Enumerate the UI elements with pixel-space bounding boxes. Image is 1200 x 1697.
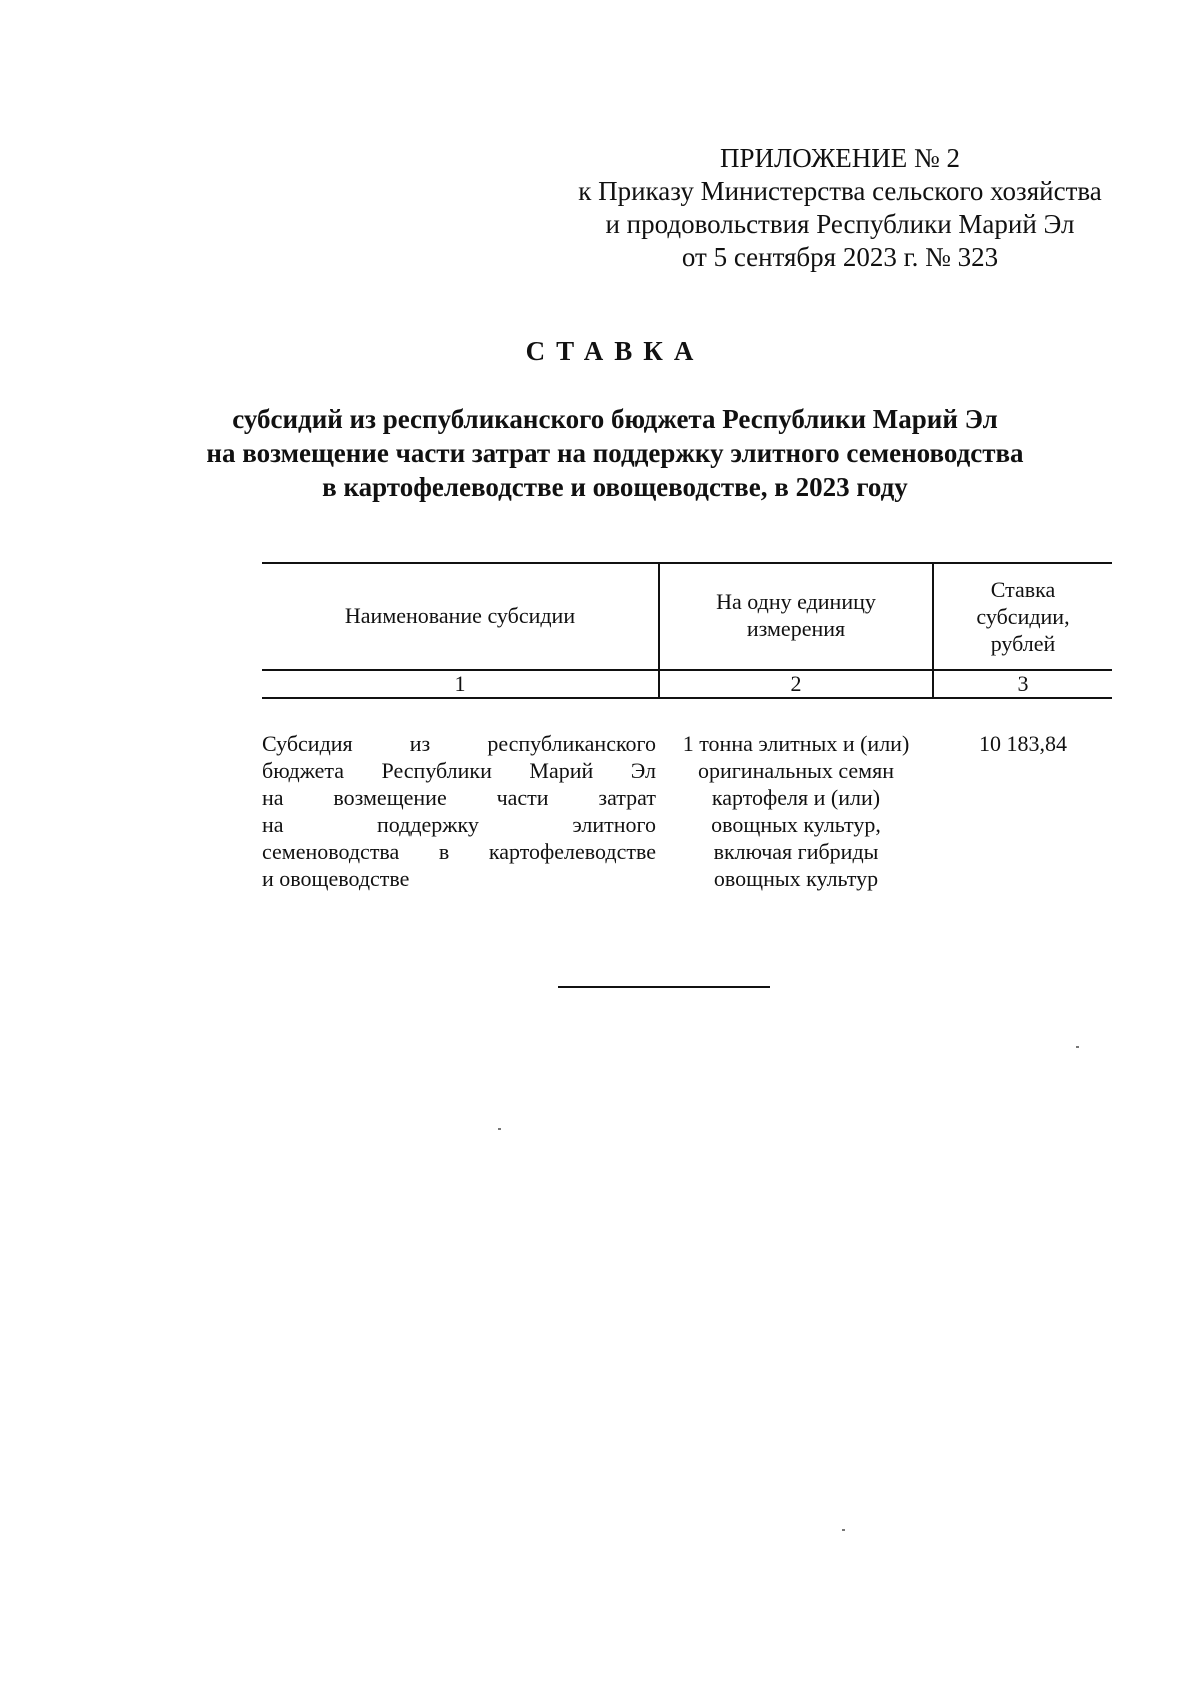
column-number: 2	[790, 671, 802, 696]
header-rate-line: рублей	[990, 631, 1056, 656]
subtitle-line: в картофелеводстве и овощеводстве, в 2023 году	[322, 472, 908, 502]
document-title: СТАВКА	[525, 336, 705, 366]
subsidy-name-line: на возмещение части затрат	[262, 785, 656, 810]
subsidy-name-line: семеноводства в картофелеводстве	[262, 839, 656, 864]
header-rate-line: субсидии,	[976, 604, 1070, 629]
header-unit-line: На одну единицу	[716, 589, 876, 614]
document-subtitle	[0, 402, 1200, 504]
subtitle-line: субсидий из республиканского бюджета Республики Марий Эл	[232, 404, 998, 434]
unit-line: овощных культур,	[711, 812, 881, 837]
header-unit-line: измерения	[746, 616, 846, 641]
header-rate	[934, 576, 1112, 657]
unit-cell	[660, 730, 932, 892]
unit-line: оригинальных семян	[698, 758, 894, 783]
appendix-number: ПРИЛОЖЕНИЕ № 2	[719, 143, 961, 173]
column-number: 1	[454, 671, 466, 696]
subsidy-name-line: на поддержку элитного	[262, 812, 656, 837]
appendix-reference-line: и продовольствия Республики Марий Эл	[605, 209, 1075, 239]
table-top-border	[262, 562, 1112, 564]
header-rate-line: Ставка	[990, 577, 1056, 602]
appendix-date: от 5 сентября 2023 г. № 323	[681, 242, 999, 272]
header-subsidy-name: Наименование субсидии	[344, 603, 576, 628]
rate-cell: 10 183,84	[979, 731, 1067, 756]
table-number-row-border	[262, 697, 1112, 699]
header-unit	[660, 588, 932, 642]
subsidy-name-line: Субсидия из республиканского	[262, 731, 656, 756]
subsidy-name-cell	[262, 730, 656, 892]
subtitle-line: на возмещение части затрат на поддержку элитного семеноводства	[206, 438, 1024, 468]
scan-speck	[1076, 1046, 1079, 1048]
scan-speck	[842, 1529, 845, 1531]
unit-line: картофеля и (или)	[711, 785, 881, 810]
subsidy-name-line: бюджета Республики Марий Эл	[262, 758, 656, 783]
unit-line: овощных культур	[713, 866, 879, 891]
appendix-header	[540, 142, 1140, 274]
unit-line: 1 тонна элитных и (или)	[682, 731, 910, 756]
scan-speck	[498, 1128, 501, 1130]
closing-rule	[558, 986, 770, 988]
unit-line: включая гибриды	[713, 839, 879, 864]
column-number: 3	[1017, 671, 1029, 696]
appendix-reference-line: к Приказу Министерства сельского хозяйства	[578, 176, 1102, 206]
subsidy-name-line: и овощеводстве	[262, 866, 410, 891]
